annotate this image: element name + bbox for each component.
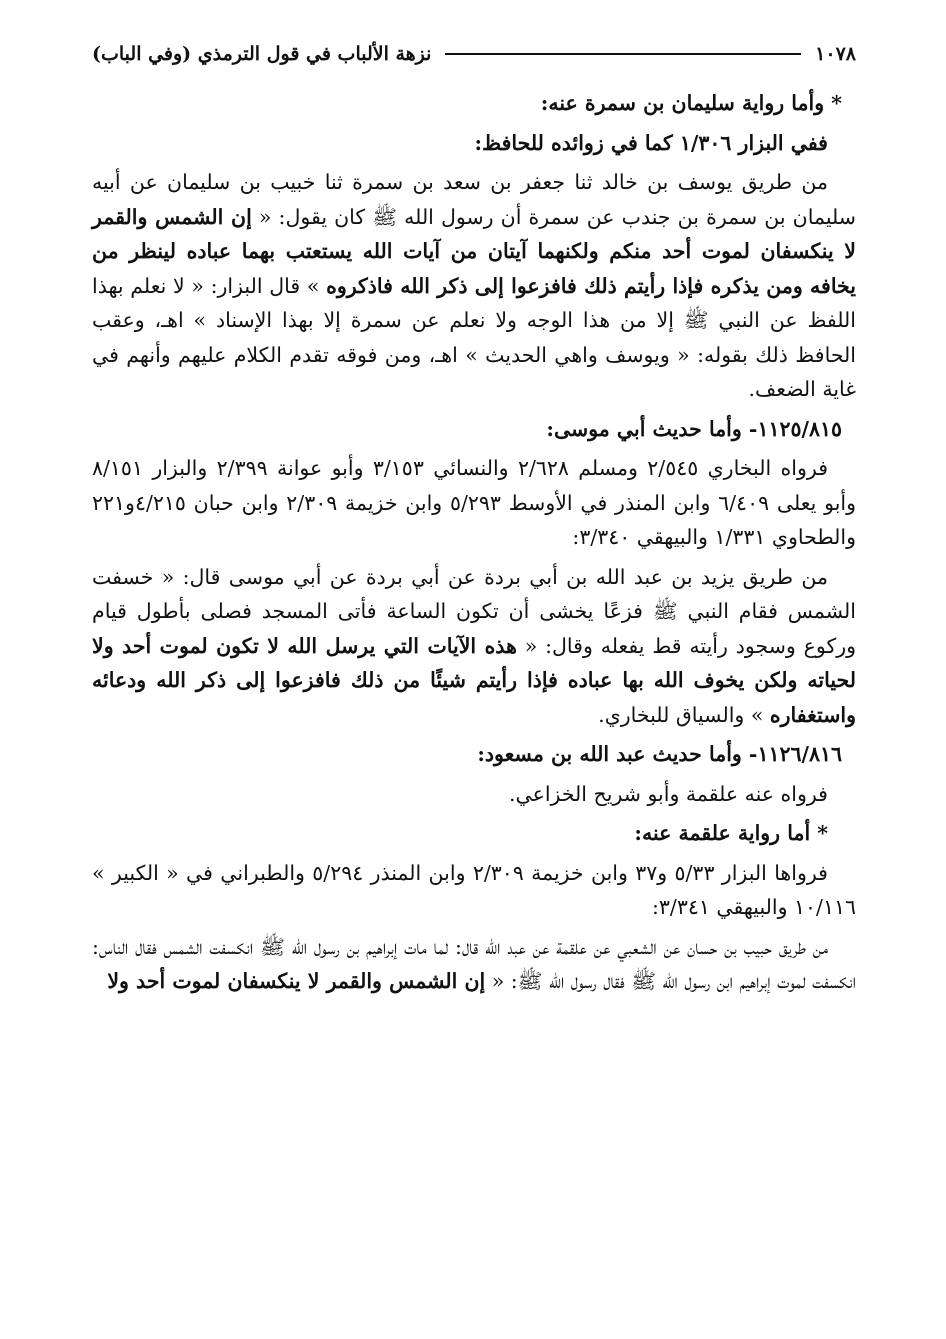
running-title: نزهة الألباب في قول الترمذي (وفي الباب) [92,43,432,65]
commentary-text: » قال البزار: « لا نعلم بهذا اللفظ عن النبي ﷺ إلا من هذا الوجه ولا نعلم عن سمرة إلا بهذا الإسناد » اهـ، وعقب الحافظ ذلك بقوله: « ويوسف واهي الحديث » اهـ، ومن فوقه تقدم الكلام عليهم وأنهم في غاية الضعف. [92,273,856,401]
header-rule [445,53,801,55]
section-heading-abu-musa: ١١٢٥/٨١٥- وأما حديث أبي موسى: [546,416,842,441]
subsection-heading-alqama: * أما رواية علقمة عنه: [634,821,828,845]
chain-text: من طريق يوسف بن خالد ثنا جعفر بن سعد بن سمرة ثنا خبيب بن سليمان عن أبيه سليمان بن سمرة بن جندب عن سمرة أن رسول الله ﷺ كان يقول: « [92,170,856,229]
page-number: ١٠٧٨ [815,43,856,65]
sources-alqama: فرواها البزار ٥/٣٣ و٣٧ وابن خزيمة ٢/٣٠٩ وابن المنذر ٥/٢٩٤ والطبراني في « الكبير » ١٠/١١٦ والبيهقي ٣/٣٤١: [92,860,856,919]
sources-ibn-masud: فرواه عنه علقمة وأبو شريح الخزاعي. [508,781,828,806]
paragraph-sulayman-hadith [92,165,856,407]
hadith-text: إن الشمس والقمر لا ينكسفان لموت أحد منكم ولكنهما آيتان من آيات الله يستعتب بهما عباده لينظر من يخافه ومن يذكره فإذا رأيتم ذلك فافزعوا إلى ذكر الله فاذكروه [92,204,856,298]
hadith-text: إن الشمس والقمر لا ينكسفان لموت أحد ولا [107,969,486,993]
commentary-text: » والسياق للبخاري. [598,702,770,727]
sources-abu-musa: فرواه البخاري ٢/٥٤٥ ومسلم ٢/٦٢٨ والنسائي ٣/١٥٣ وأبو عوانة ٢/٣٩٩ والبزار ٨/١٥١ وأبو يعلى ٦/٤٠٩ وابن المنذر في الأوسط ٥/٢٩٣ وابن خزيمة ٢/٣٠٩ وابن حبان ٤/٢١٥و٢٢١ والطحاوي ١/٣٣١ والبيهقي ٣/٣٤٠: [92,456,856,549]
source-line-bazzar: ففي البزار ١/٣٠٦ كما في زوائده للحافظ: [474,130,828,155]
section-heading-ibn-masud: ١١٢٦/٨١٦- وأما حديث عبد الله بن مسعود: [477,742,842,766]
page-header [92,38,856,70]
page-body [92,86,856,999]
paragraph-alqama-hadith [92,930,856,999]
chain-text: من طريق حبيب بن حسان عن الشعبي عن علقمة عن عبد الله قال: لما مات إبراهيم بن رسول الله ﷺ انكسفت الشمس فقال الناس: انكسفت لموت إبراهيم ابن رسول الله ﷺ فقال رسول الله ﷺ: « [92,934,856,993]
hadith-text: هذه الآيات التي يرسل الله لا تكون لموت أحد ولا لحياته ولكن يخوف الله بها عباده فإذا رأيتم شيئًا من ذلك فافزعوا إلى ذكر الله ودعائه واستغفاره [92,633,856,727]
section-heading-sulayman: * وأما رواية سليمان بن سمرة عنه: [540,91,842,115]
paragraph-abu-musa-hadith [92,560,856,733]
chain-text: من طريق يزيد بن عبد الله بن أبي بردة عن أبي بردة عن أبي موسى قال: « خسفت الشمس فقام النبي ﷺ فزعًا يخشى أن تكون الساعة فأتى المسجد فصلى بأطول قيام وركوع وسجود رأيته قط يفعله وقال: « [92,564,856,658]
